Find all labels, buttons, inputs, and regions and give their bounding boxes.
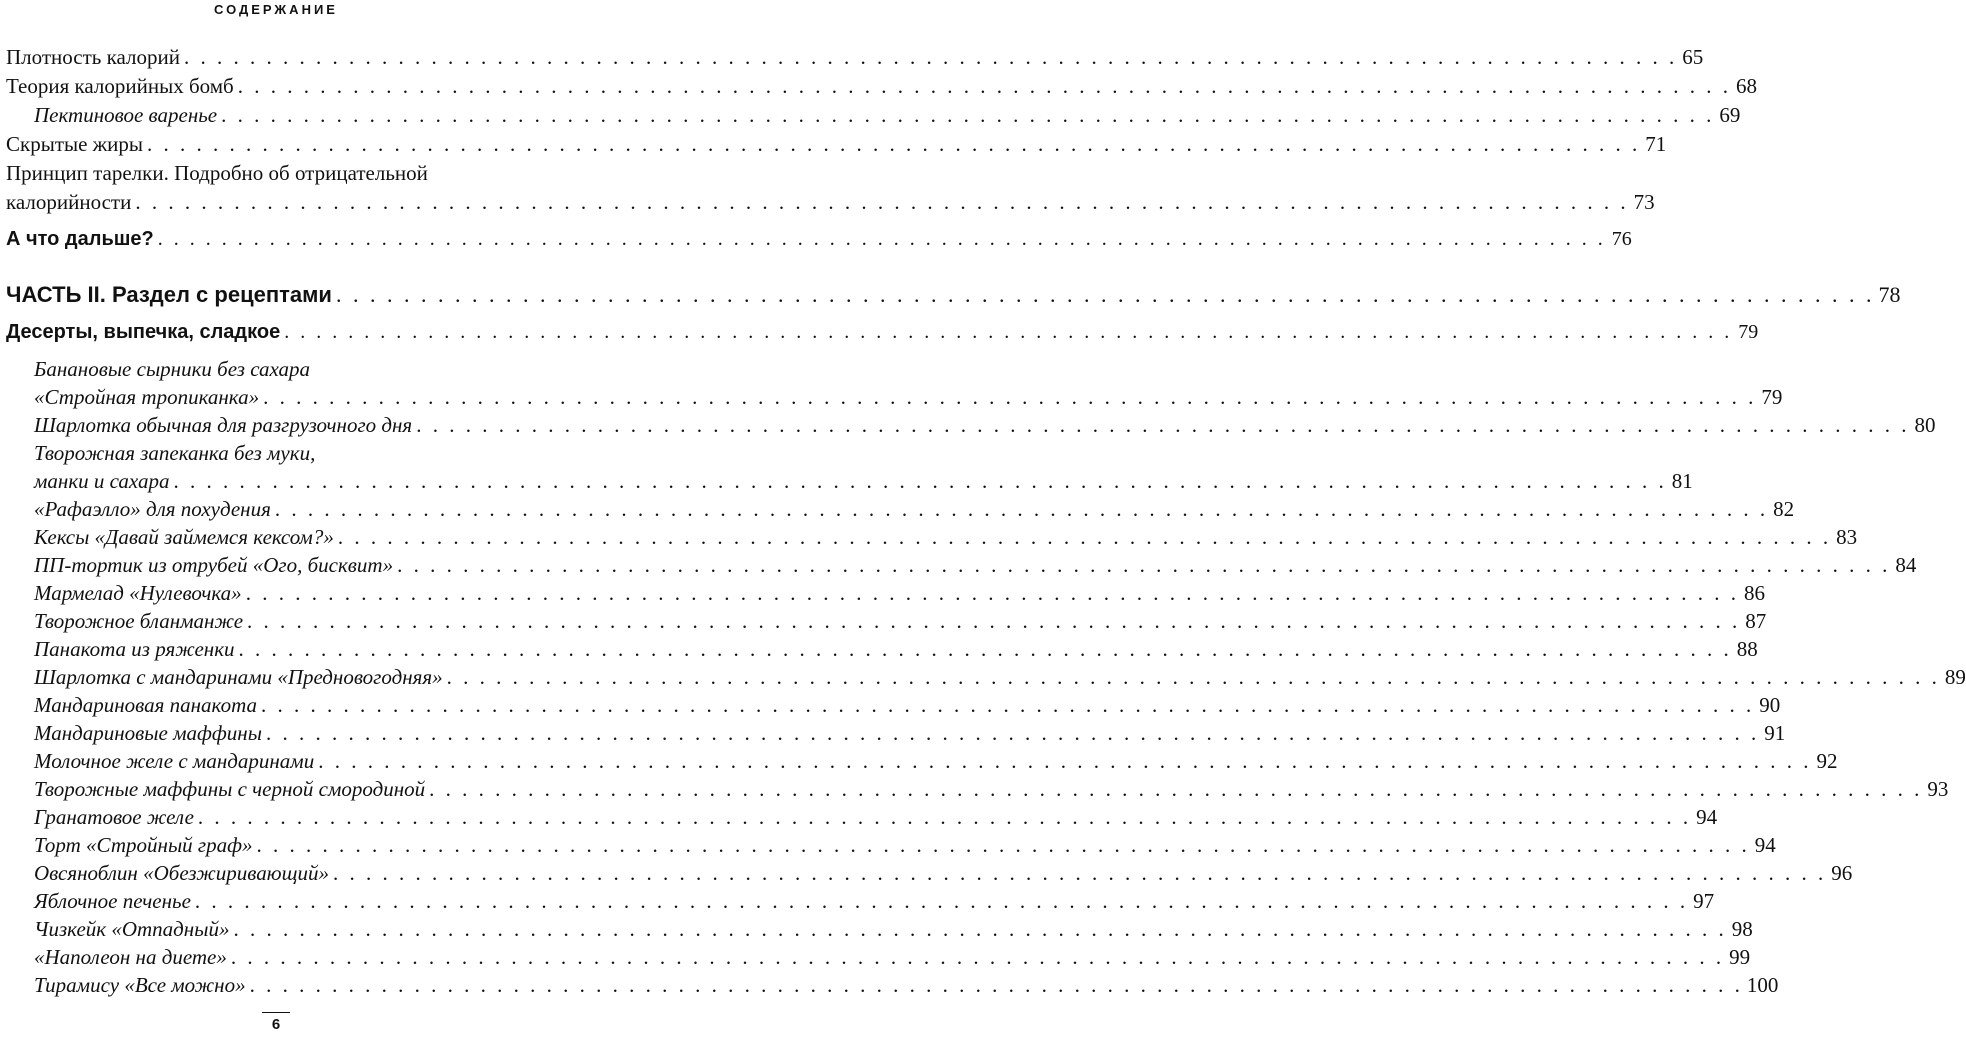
dot-leader: [263, 384, 1756, 410]
page-header: СОДЕРЖАНИЕ: [214, 2, 338, 17]
toc-entry: [34, 916, 1753, 942]
toc-entry: [34, 888, 1715, 914]
toc-entry: [34, 664, 1966, 690]
toc-entry-title: ЧАСТЬ II. Раздел с рецептами: [6, 282, 332, 307]
toc-entry-page: 79: [1738, 321, 1759, 343]
toc-entry-page: 87: [1745, 609, 1767, 633]
dot-leader: [447, 664, 1940, 690]
toc-entry-title: Десерты, выпечка, сладкое: [6, 321, 281, 343]
toc-entry-page: 82: [1773, 497, 1795, 521]
toc-entry-page: 96: [1831, 861, 1853, 885]
toc-entry-page: 81: [1671, 469, 1693, 493]
toc-entry-page: 91: [1764, 721, 1786, 745]
toc-entry-title: Теория калорийных бомб: [6, 74, 234, 98]
toc-entry-page: 65: [1682, 45, 1704, 69]
toc-entry-page: 99: [1729, 945, 1751, 969]
toc-entry: [34, 496, 1795, 522]
toc-entry-page: 94: [1696, 805, 1718, 829]
toc-entry-page: 78: [1878, 282, 1901, 307]
toc-entry-title: Яблочное печенье: [34, 889, 191, 913]
toc-entry-page: 84: [1895, 553, 1917, 577]
toc-entry: [34, 832, 1776, 858]
dot-leader: [184, 44, 1677, 70]
dot-leader: [261, 692, 1754, 718]
toc-section-heading: [6, 226, 1632, 252]
toc-entry-title: Овсяноблин «Обезжиривающий»: [34, 861, 329, 885]
toc-entry-page: 86: [1743, 581, 1765, 605]
toc-entry-title: Мандариновые маффины: [34, 721, 262, 745]
toc-entry-page: 94: [1754, 833, 1776, 857]
toc-entry-page: 68: [1735, 74, 1757, 98]
dot-leader: [333, 860, 1826, 886]
dot-leader: [246, 580, 1739, 606]
toc-entry-title: Мандариновая панакота: [34, 693, 258, 717]
dot-leader: [239, 636, 1732, 662]
dot-leader: [416, 412, 1909, 438]
dot-leader: [338, 524, 1831, 550]
toc-entry: [34, 440, 548, 466]
toc-entry: [34, 692, 1781, 718]
toc-entry-title: Торт «Стройный граф»: [34, 833, 253, 857]
toc-entry-page: 69: [1719, 103, 1741, 127]
page-number: 6: [271, 1016, 281, 1033]
toc-entry: [34, 860, 1853, 886]
dot-leader: [238, 73, 1731, 99]
toc-entry-page: 92: [1816, 749, 1838, 773]
toc-entry: [34, 972, 1779, 998]
toc-entry-title: Кексы «Давай займемся кексом?»: [34, 525, 334, 549]
toc-entry-title: Плотность калорий: [6, 45, 180, 69]
dot-leader: [198, 804, 1691, 830]
toc-entry: [34, 720, 1786, 746]
dot-leader: [147, 131, 1640, 157]
dot-leader: [429, 776, 1922, 802]
toc-entry-title: Гранатовое желе: [34, 805, 194, 829]
dot-leader: [318, 748, 1811, 774]
dot-leader: [275, 496, 1768, 522]
dot-leader: [266, 720, 1759, 746]
toc-entry: [34, 412, 1936, 438]
toc-entry: [34, 944, 1751, 970]
dot-leader: [221, 102, 1714, 128]
toc-entry-page: 71: [1645, 132, 1667, 156]
toc-entry-title: А что дальше?: [6, 228, 154, 250]
dot-leader: [247, 608, 1740, 634]
toc-entry: [6, 189, 1655, 215]
toc-entry: [34, 580, 1765, 606]
toc-entry-title: Чизкейк «Отпадный»: [34, 917, 230, 941]
toc-entry: [34, 552, 1917, 578]
toc-entry: [34, 804, 1718, 830]
toc-entry-page: 88: [1736, 637, 1758, 661]
toc-entry-page: 80: [1914, 413, 1936, 437]
toc-entry-title: Панакота из ряженки: [34, 637, 235, 661]
toc-entry-title: Творожное бланманже: [34, 609, 244, 633]
toc-entry-page: 97: [1693, 889, 1715, 913]
toc-entry: [6, 44, 1704, 70]
toc-entry-page: 76: [1611, 228, 1632, 250]
toc-entry-page: 98: [1731, 917, 1753, 941]
toc-entry: [34, 356, 548, 382]
toc-entry-title: Молочное желе с мандаринами: [34, 749, 315, 773]
toc-entry-page: 100: [1746, 973, 1779, 997]
toc-entry-title: «Стройная тропиканка»: [34, 385, 260, 409]
dot-leader: [158, 226, 1606, 252]
toc-entry-title: ПП-тортик из отрубей «Ого, бисквит»: [34, 553, 394, 577]
toc-entry-page: 90: [1759, 693, 1781, 717]
dot-leader: [135, 189, 1628, 215]
toc-entry: [34, 776, 1949, 802]
toc-entry-title: «Наполеон на диете»: [34, 945, 227, 969]
toc-section-heading: [6, 319, 1759, 345]
toc-entry: [34, 524, 1858, 550]
toc-entry: [6, 160, 548, 186]
dot-leader: [336, 282, 1875, 308]
toc-entry-title: Творожная запеканка без муки,: [34, 441, 316, 465]
toc-entry-title: Скрытые жиры: [6, 132, 144, 156]
toc-entry-title: Банановые сырники без сахара: [34, 357, 311, 381]
toc-entry: [6, 131, 1667, 157]
toc-entry-title: Тирамису «Все можно»: [34, 973, 246, 997]
toc-entry-page: 83: [1836, 525, 1858, 549]
toc-entry-title: манки и сахара: [34, 469, 170, 493]
toc-entry: [34, 748, 1838, 774]
toc-entry: [34, 608, 1767, 634]
toc-entry-title: «Рафаэлло» для похудения: [34, 497, 271, 521]
toc-entry-title: Принцип тарелки. Подробно об отрицательной: [6, 161, 428, 185]
footer-rule: [262, 1012, 290, 1013]
dot-leader: [284, 319, 1732, 345]
toc-entry-title: Пектиновое варенье: [34, 103, 218, 127]
toc-entry: [6, 73, 1757, 99]
toc-entry: [34, 384, 1783, 410]
toc-entry-page: 89: [1944, 665, 1966, 689]
dot-leader: [250, 972, 1743, 998]
toc-entry-page: 93: [1927, 777, 1949, 801]
dot-leader: [231, 944, 1724, 970]
toc-part-heading: [6, 282, 1901, 308]
toc-entry-title: калорийности: [6, 190, 132, 214]
dot-leader: [173, 468, 1666, 494]
toc-entry-title: Шарлотка обычная для разгрузочного дня: [34, 413, 413, 437]
toc-entry-page: 79: [1761, 385, 1783, 409]
dot-leader: [195, 888, 1688, 914]
toc-entry-title: Мармелад «Нулевочка»: [34, 581, 242, 605]
dot-leader: [397, 552, 1890, 578]
dot-leader: [233, 916, 1726, 942]
dot-leader: [257, 832, 1750, 858]
toc-entry-page: 73: [1633, 190, 1655, 214]
toc-entry: [34, 468, 1693, 494]
toc-entry: [34, 102, 1741, 128]
toc-entry-title: Шарлотка с мандаринами «Предновогодняя»: [34, 665, 443, 689]
toc-entry-title: Творожные маффины с черной смородиной: [34, 777, 426, 801]
toc-entry: [34, 636, 1758, 662]
